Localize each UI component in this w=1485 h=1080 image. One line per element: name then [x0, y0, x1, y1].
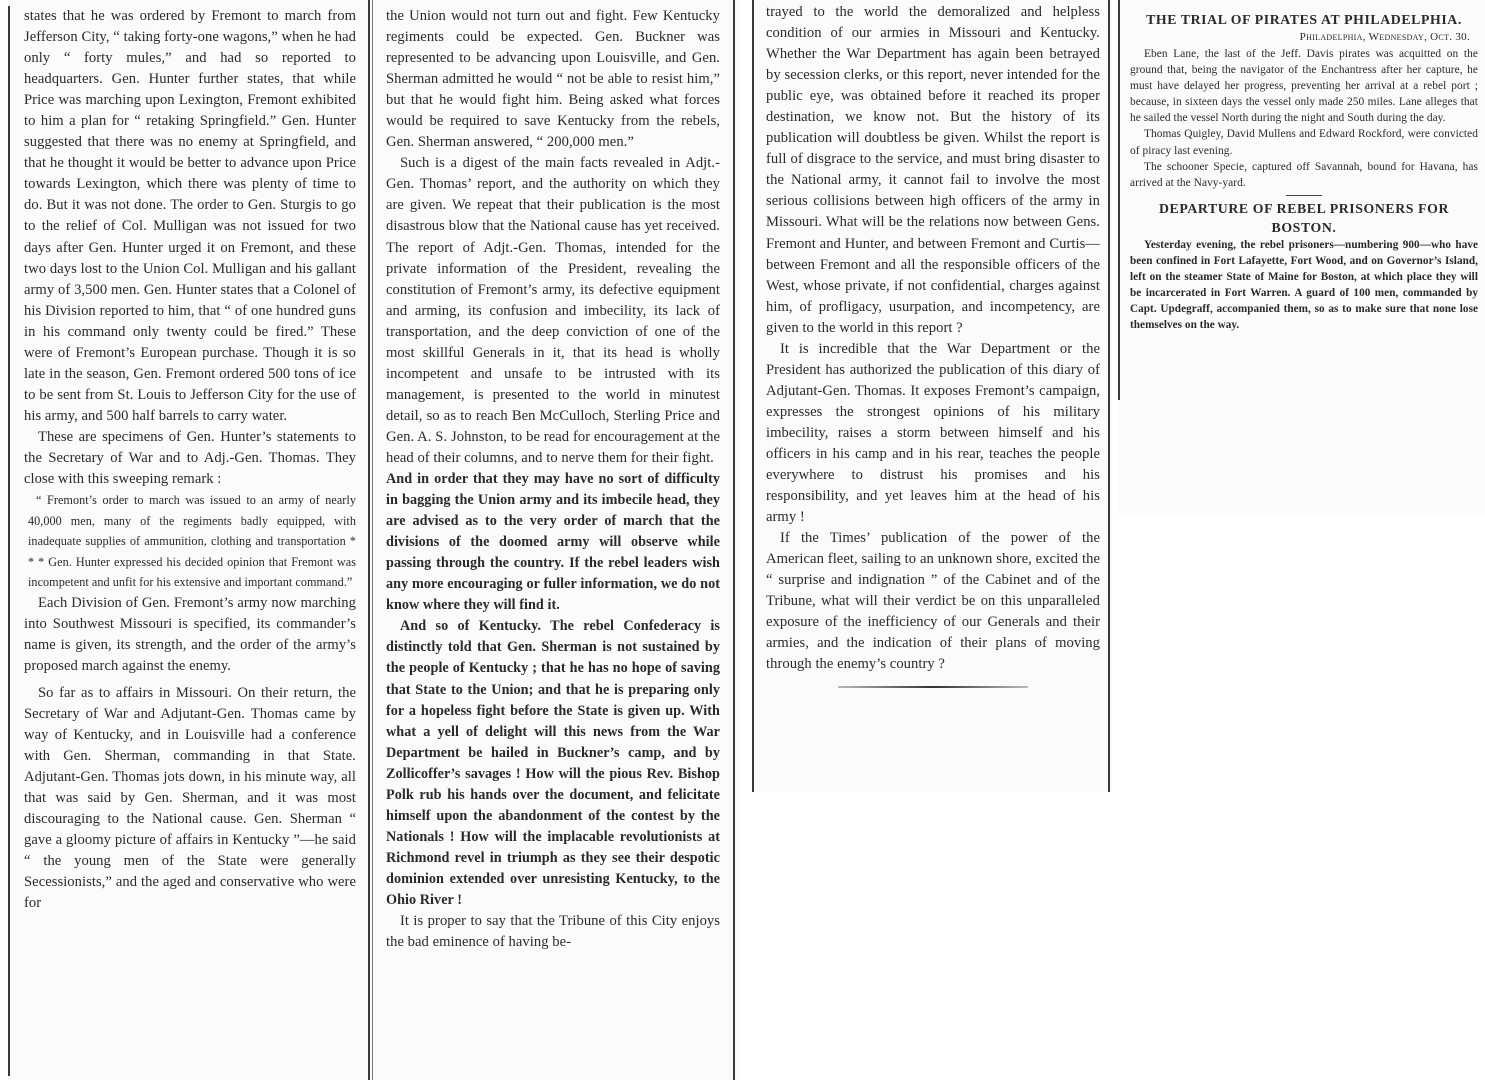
- column-rule-middle-2: [372, 0, 373, 1080]
- column-2: [386, 6, 720, 953]
- dateline: Philadelphia, Wednesday, Oct. 30.: [1299, 31, 1470, 43]
- col4-a1-para-1: Eben Lane, the last of the Jeff. Davis pirates was acquitted on the ground that, being the navigator of the Enchantress after her capture, he must have delayed her progress, preventing her arrival at a rebel port ; because, in sixteen days the vessel only made 250 miles. Lane alleges that he sailed the vessel North during the night and South during the day.: [1130, 48, 1478, 125]
- col2-para-1: the Union would not turn out and fight. Few Kentucky regiments could be expected. Gen. Buckner was represented to be advancing upon Louisville, and Gen. Sherman admitted he would “ not be able to resist him,” but that he would fight him. Being asked what forces would be required to save Kentucky from the rebels, Gen. Sherman answered, “ 200,000 men.”: [386, 8, 720, 151]
- clipping-middle: [752, 0, 1112, 792]
- clipping-left: [8, 0, 740, 1080]
- column-rule-c3-left: [752, 0, 754, 792]
- article-separator: [1286, 195, 1322, 196]
- column-3: [766, 2, 1100, 688]
- col1-quote: [24, 490, 356, 593]
- column-rule-middle: [368, 0, 370, 1080]
- column-rule-c3-right: [1108, 0, 1110, 792]
- col1-quote-text: “ Fremont’s order to march was issued to an army of nearly 40,000 men, many of the regiments badly equipped, with inadequate supplies of ammunition, clothing and transportation * * * Gen. Hunter expressed his decided opinion that Fremont was incompetent and unfit for his extensive and important command.”: [28, 493, 356, 590]
- col1-para-3: Each Division of Gen. Fremont’s army now marching into Southwest Missouri is specified, its commander’s name is given, its strength, and the order of the army’s proposed march against the enemy.: [24, 594, 356, 674]
- headline-departure-of-rebel-prisoners: DEPARTURE OF REBEL PRISONERS FOR BOSTON.: [1158, 200, 1450, 235]
- column-4: [1130, 10, 1478, 333]
- column-rule-c4-left: [1118, 0, 1120, 400]
- col3-para-3: If the Times’ publication of the power of the American fleet, sailing to an unknown shore, excited the “ surprise and indignation ” of the Cabinet and of the Tribune, what will their verdict be on this unparalleled exposure of the inefficiency of our Generals and their armies, and the indication of their plans of moving through the enemy’s country ?: [766, 530, 1100, 673]
- column-rule-left: [8, 6, 10, 1076]
- col3-para-1: trayed to the world the demoralized and helpless condition of our armies in Missouri and Kentucky. Whether the War Department has again been betrayed by secession clerks, or this report, never intended for the public eye, was obtained before it reached its proper destination, we know not. But the history of its publication will doubtless be given. Whilst the report is full of disgrace to the service, and must bring disaster to the National army, it cannot fail to involve the most serious collisions between high officers of the army in Missouri. What will be the relations now between Gens. Fremont and Hunter, and between Fremont and Curtis—between Fremont and all the responsible officers of the West, whose private, if not confidential, charges against him, of profligacy, usurpation, and incompetency, are given to the world in this report ?: [766, 4, 1100, 336]
- col1-para-2: These are specimens of Gen. Hunter’s statements to the Secretary of War and to Adj.-Gen. Thomas. They close with this sweeping remark :: [24, 428, 356, 488]
- col2-para-4: And so of Kentucky. The rebel Confederacy is distinctly told that Gen. Sherman is not sustained by the people of Kentucky ; that he has no hope of saving that State to the Union; and that he is preparing only for a hopeless fight before the State is given up. With what a yell of delight will this news from the War Department be hailed in Buckner’s camp, and by Zollicoffer’s savages ! How will the pious Rev. Bishop Polk rub his hands over the document, and felicitate himself upon the abandonment of the contest by the Nationals ! How will the implacable revolutionists at Richmond revel in triumph as they see their despotic dominion extended over unresisting Kentucky, to the Ohio River !: [386, 618, 720, 908]
- end-rule: [838, 686, 1028, 688]
- col2-para-2: Such is a digest of the main facts revealed in Adjt.-Gen. Thomas’ report, and the authority on which they are given. We repeat that their publication is the most disastrous blow that the National cause has yet received. The report of Adjt.-Gen. Thomas, intended for the private information of the President, revealing the constitution of Fremont’s army, its defective equipment and arming, its confusion and imbecility, its lack of transportation, and the deep conviction of one of the most skillful Generals in it, that its head is wholly incompetent and unsafe to be intrusted with its management, is presented to the world in minutest detail, so as to reach Ben McCulloch, Sterling Price and Gen. A. S. Johnston, to be read for encouragement at the head of their columns, and to nerve them for their fight.: [386, 155, 720, 466]
- col2-para-5: It is proper to say that the Tribune of this City enjoys the bad eminence of having be-: [386, 913, 720, 951]
- col3-para-2: It is incredible that the War Department or the President has authorized the publication of this diary of Adjutant-Gen. Thomas. It exposes Fremont’s campaign, expresses the strongest opinions of his military imbecility, raises a storm between himself and his officers in his camp and in his rear, teaches the people everywhere to distrust his promises and his responsibility, and yet leaves him at the head of his army !: [766, 340, 1100, 526]
- headline-trial-of-pirates: THE TRIAL OF PIRATES AT PHILADELPHIA.: [1146, 12, 1462, 27]
- col2-para-3: And in order that they may have no sort of difficulty in bagging the Union army and its imbecile head, they are advised as to the very order of march that the divisions of the doomed army will observe while passing through the country. If the rebel leaders wish any more encouraging or fuller information, we do not know where they will find it.: [386, 471, 720, 614]
- col4-a1-para-3: The schooner Specie, captured off Savannah, bound for Havana, has arrived at the Navy-yard.: [1130, 160, 1478, 189]
- col4-a2-para-1: Yesterday evening, the rebel prisoners—numbering 900—who have been confined in Fort Lafayette, Fort Wood, and on Governor’s Island, left on the steamer State of Maine for Boston, at which place they will be incarcerated in Fort Warren. A guard of 100 men, commanded by Capt. Updegraff, accompanied them, so as to make sure that none lose themselves on the way.: [1130, 238, 1478, 332]
- col1-para-1: states that he was ordered by Fremont to march from Jefferson City, “ taking forty-one wagons,” when he had only “ forty mules,” and had so reported to headquarters. Gen. Hunter further states, that while Price was marching upon Lexington, Fremont exhibited to him a plan for “ retaking Springfield.” Gen. Hunter suggested that there was no enemy at Springfield, and that he thought it would be better to advance upon Price towards Lexington, which there was plenty of time to do. But it was not done. The order to Gen. Sturgis to go to the relief of Col. Mulligan was not issued for two days after Gen. Hunter urged it on Fremont, and these two days lost to the Union Col. Mulligan and his gallant army of 3,500 men. Gen. Hunter states that a Colonel of his Division reported to him, that “ of one hundred guns in his command only twenty could be fired.” These were of Fremont’s European purchase. Though it is so late in the season, Gen. Fremont ordered 500 tons of ice to be sent from St. Louis to Jefferson City for the use of his army, and 500 half barrels to carry water.: [24, 8, 356, 424]
- column-rule-right: [733, 0, 735, 1080]
- column-1: [24, 6, 356, 914]
- col4-a1-para-2: Thomas Quigley, David Mullens and Edward Rockford, were convicted of piracy last evening.: [1130, 128, 1478, 157]
- col1-para-4: So far as to affairs in Missouri. On their return, the Secretary of War and Adjutant-Gen. Thomas came by way of Kentucky, and in Louisville had a conference with Gen. Sherman, commanding in that State. Adjutant-Gen. Thomas jots down, in his minute way, all that was said by Gen. Sherman, and it was most discouraging to the National cause. Gen. Sherman “ gave a gloomy picture of affairs in Kentucky ”—he said “ the young men of the State were generally Secessionists,” and the aged and conservative who were for: [24, 684, 356, 912]
- clipping-right: [1118, 0, 1485, 515]
